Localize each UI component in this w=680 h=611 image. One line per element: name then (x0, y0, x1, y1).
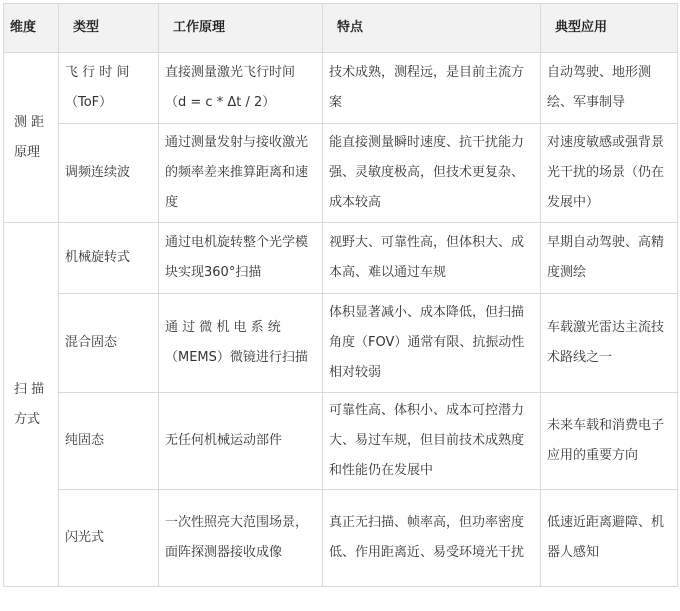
table-row (4, 393, 678, 490)
principle-cell: 无任何机械运动部件 (159, 393, 323, 490)
principle-cell: 通过测量发射与接收激光的频率差来推算距离和速度 (159, 124, 323, 223)
lidar-comparison-table (3, 3, 678, 587)
principle-cell: 直接测量激光飞行时间（d = c * Δt / 2） (159, 53, 323, 124)
principle-cell: 一次性照亮大范围场景，面阵探测器接收成像 (159, 490, 323, 587)
features-cell: 技术成熟，测程远，是目前主流方案 (323, 53, 541, 124)
features-cell: 视野大、可靠性高，但体积大、成本高、难以通过车规 (323, 223, 541, 294)
group-ranging-principle: 测 距 原理 (4, 53, 59, 223)
applications-cell: 低速近距离避障、机器人感知 (541, 490, 678, 587)
type-cell: 闪光式 (59, 490, 159, 587)
applications-cell: 对速度敏感或强背景光干扰的场景（仍在发展中） (541, 124, 678, 223)
table-row (4, 294, 678, 393)
features-cell: 真正无扫描、帧率高，但功率密度低、作用距离近、易受环境光干扰 (323, 490, 541, 587)
table-row (4, 124, 678, 223)
type-cell: 混合固态 (59, 294, 159, 393)
features-cell: 体积显著减小、成本降低，但扫描角度（FOV）通常有限、抗振动性相对较弱 (323, 294, 541, 393)
header-dimension: 维度 (4, 4, 59, 53)
type-cell: 调频连续波 (59, 124, 159, 223)
applications-cell: 车载激光雷达主流技术路线之一 (541, 294, 678, 393)
header-applications: 典型应用 (541, 4, 678, 53)
table-row (4, 53, 678, 124)
table-row (4, 490, 678, 587)
principle-cell: 通过电机旋转整个光学模块实现360°扫描 (159, 223, 323, 294)
principle-cell: 通 过 微 机 电 系 统（MEMS）微镜进行扫描 (159, 294, 323, 393)
table-header-row (4, 4, 678, 53)
features-cell: 能直接测量瞬时速度、抗干扰能力强、灵敏度极高，但技术更复杂、成本较高 (323, 124, 541, 223)
group-scanning-method: 扫 描 方式 (4, 223, 59, 587)
header-principle: 工作原理 (159, 4, 323, 53)
type-cell: 机械旋转式 (59, 223, 159, 294)
applications-cell: 早期自动驾驶、高精度测绘 (541, 223, 678, 294)
type-cell: 飞 行 时 间（ToF） (59, 53, 159, 124)
table-row (4, 223, 678, 294)
header-type: 类型 (59, 4, 159, 53)
applications-cell: 自动驾驶、地形测绘、军事制导 (541, 53, 678, 124)
type-cell: 纯固态 (59, 393, 159, 490)
header-features: 特点 (323, 4, 541, 53)
applications-cell: 未来车载和消费电子应用的重要方向 (541, 393, 678, 490)
features-cell: 可靠性高、体积小、成本可控潜力大、易过车规，但目前技术成熟度和性能仍在发展中 (323, 393, 541, 490)
